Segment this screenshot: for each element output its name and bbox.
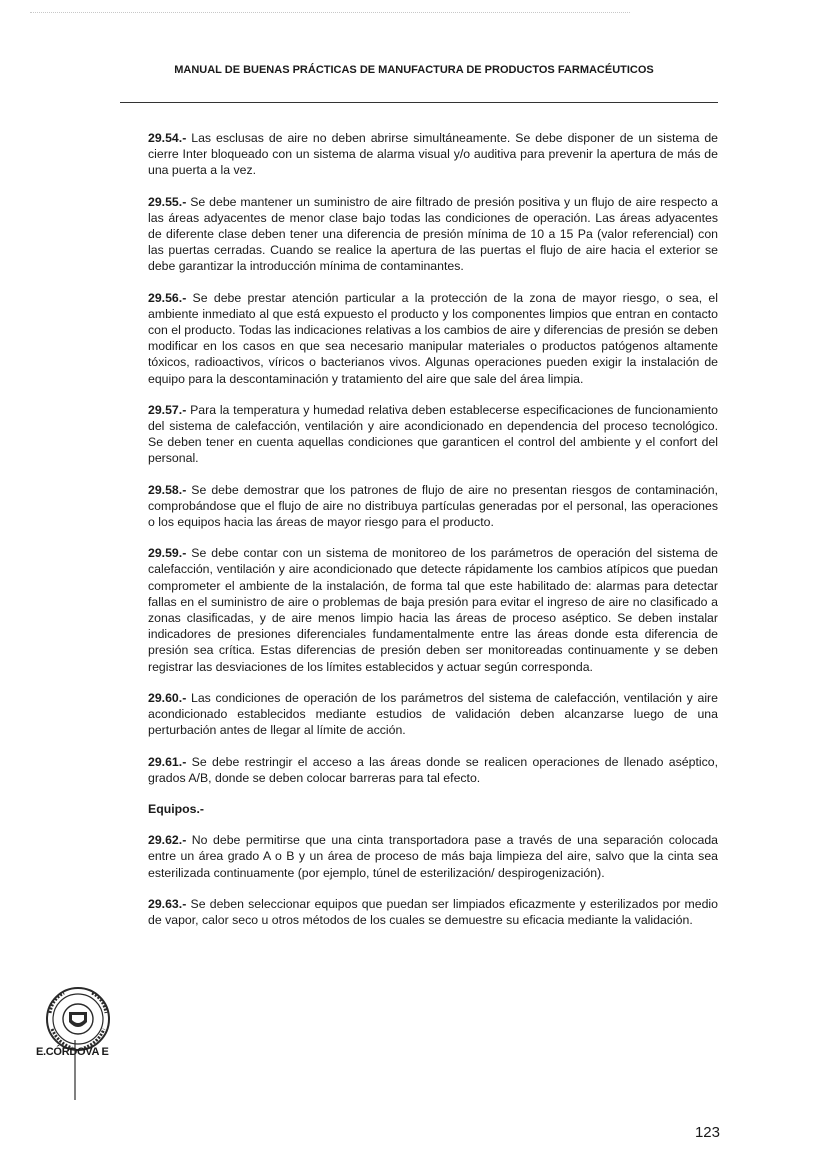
paragraph-29-59	[148, 545, 718, 675]
page-number: 123	[694, 1124, 720, 1141]
section-heading-equipos: Equipos.-	[148, 801, 205, 816]
paragraph-number: 29.58.-	[148, 482, 187, 497]
paragraph-29-55	[148, 194, 718, 275]
paragraph-29-56	[148, 290, 718, 387]
paragraph-number: 29.57.-	[148, 402, 187, 417]
paragraph-number: 29.63.-	[148, 896, 187, 911]
paragraph-number: 29.60.-	[148, 690, 187, 705]
paragraph-text: Las condiciones de operación de los parámetros del sistema de calefacción, ventilación y aire acondicionado establecidos mediante estudios de validación deben alcanzarse luego de una perturbación antes de llegar al límite de acción.	[148, 690, 718, 738]
paragraph-29-63	[148, 896, 718, 928]
paragraph-29-58	[148, 482, 718, 531]
paragraph-number: 29.62.-	[148, 833, 187, 848]
paragraph-number: 29.61.-	[148, 754, 187, 769]
header-rule	[120, 102, 718, 103]
paragraph-text: Se debe restringir el acceso a las áreas donde se realicen operaciones de llenado aséptico, grados A/B, donde se deben colocar barreras para tal efecto.	[148, 754, 718, 785]
paragraph-text: Se debe prestar atención particular a la protección de la zona de mayor riesgo, o sea, el ambiente inmediato al que está expuesto el producto y los componentes limpios que entran en contacto con el producto. Todas las indicaciones relativas a los cambios de aire y diferencias de presión se deben modificar en los casos en que sea necesario manipular materiales o productos patógenos altamente tóxicos, radioactivos, víricos o bacterianos vivos. Algunas operaciones pueden exigir la instalación de equipo para la descontaminación y tratamiento del aire que sale del área limpia.	[148, 290, 718, 386]
official-seal-icon	[38, 985, 120, 1077]
paragraph-29-61	[148, 754, 718, 786]
paragraph-number: 29.54.-	[148, 131, 187, 145]
paragraph-number: 29.59.-	[148, 546, 187, 561]
paragraph-29-62	[148, 832, 718, 881]
running-header: MANUAL DE BUENAS PRÁCTICAS DE MANUFACTURA DE PRODUCTOS FARMACÉUTICOS	[174, 64, 654, 76]
seal-label: E.CÓRDOVA E	[36, 1046, 109, 1058]
signature-stroke	[74, 1040, 76, 1100]
paragraph-text: Las esclusas de aire no deben abrirse simultáneamente. Se debe disponer de un sistema de cierre Inter bloqueado con un sistema de alarma visual y/o auditiva para prevenir la apertura de más de una puerta a la vez.	[148, 131, 718, 178]
paragraph-number: 29.55.-	[148, 194, 187, 209]
paragraph-29-54	[148, 130, 718, 179]
paragraph-text: Se debe mantener un suministro de aire filtrado de presión positiva y un flujo de aire respecto a las áreas adyacentes de menor clase bajo todas las condiciones de operación. Las áreas adyacentes de diferente clase deben tener una diferencia de presión mínima de 10 a 15 Pa (valor referencial) con las puertas cerradas. Cuando se realice la apertura de las puertas el flujo de aire hacia el exterior se debe garantizar la introducción mínima de contaminantes.	[148, 194, 718, 274]
paragraph-text: Se debe contar con un sistema de monitoreo de los parámetros de operación del sistema de calefacción, ventilación y aire acondicionado que detecte rápidamente los cambios atípicos que puedan comprometer el ambiente de la instalación, de forma tal que este habilitado de: alarmas para detectar fallas en el suministro de aire o problemas de baja presión para evitar el ingreso de aire no clasificado a zonas clasificadas, y de aire menos limpio hacia las áreas de proceso aséptico. Se deben instalar indicadores de presiones diferenciales fundamentalmente entre las áreas donde esta diferencia de presión sea crítica. Estas diferencias de presión deben ser monitoreadas continuamente y se deben registrar las desviaciones de los límites establecidos y actuar según corresponda.	[148, 546, 718, 674]
paragraph-text: Se debe demostrar que los patrones de flujo de aire no presentan riesgos de contaminación, comprobándose que el flujo de aire no distribuya partículas generadas por el personal, las operaciones o los equipos hacia las áreas de mayor riesgo para el producto.	[148, 482, 718, 530]
document-body	[148, 130, 718, 943]
paragraph-number: 29.56.-	[148, 290, 187, 305]
paragraph-text: No debe permitirse que una cinta transportadora pase a través de una separación colocada entre un área grado A o B y un área de proceso de más baja limpieza del aire, salvo que la cinta sea esterilizada continuamente (por ejemplo, túnel de esterilización/ despirogenización).	[148, 833, 718, 880]
scan-artifact	[30, 12, 630, 15]
paragraph-text: Se deben seleccionar equipos que puedan ser limpiados eficazmente y esterilizados por medio de vapor, calor seco u otros métodos de los cuales se demuestre su eficacia mediante la validación.	[148, 896, 718, 927]
paragraph-29-60	[148, 690, 718, 739]
paragraph-text: Para la temperatura y humedad relativa deben establecerse especificaciones de funcionamiento del sistema de calefacción, ventilación y aire acondicionado en dependencia del proceso tecnológico. Se deben tener en cuenta aquellas condiciones que garanticen el control del ambiente y el confort del personal.	[148, 402, 718, 466]
paragraph-29-57	[148, 402, 718, 467]
